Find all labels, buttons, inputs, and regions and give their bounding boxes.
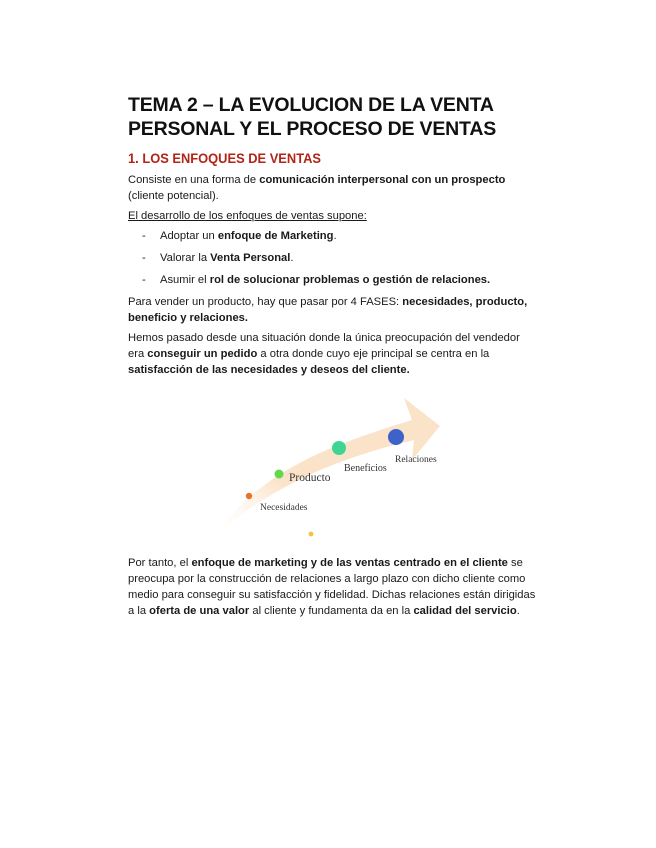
label-relaciones: Relaciones: [395, 455, 437, 465]
dot-producto: [275, 470, 284, 479]
dot-extra: [309, 532, 314, 537]
list-item: - Asumir el rol de solucionar problemas o gestión de relaciones.: [128, 272, 538, 288]
main-content: [128, 93, 538, 378]
section-heading: 1. LOS ENFOQUES DE VENTAS: [128, 150, 321, 166]
page-title: TEMA 2 – LA EVOLUCION DE LA VENTA PERSONAL Y EL PROCESO DE VENTAS: [128, 94, 497, 140]
sales-phases-diagram: [200, 388, 480, 548]
label-necesidades: Necesidades: [260, 503, 308, 513]
closing-paragraph-block: [128, 555, 538, 619]
dot-beneficios: [332, 441, 346, 455]
label-producto: Producto: [289, 472, 331, 484]
paragraph-5: Por tanto, el enfoque de marketing y de las ventas centrado en el cliente se preocupa por la construcción de relaciones a largo plazo con dicho cliente como medio para conseguir su satisfacción y fidelidad. Dichas relaciones están dirigidas a la oferta de una valor al cliente y fundamenta da en la calidad del servicio.: [128, 557, 536, 617]
list-item: - Adoptar un enfoque de Marketing.: [128, 228, 538, 244]
dot-necesidades: [246, 493, 252, 499]
paragraph-2: El desarrollo de los enfoques de ventas supone:: [128, 210, 367, 222]
arrow-shape: [212, 398, 440, 538]
sales-phases-arrow-graphic: [200, 388, 480, 548]
paragraph-3: Para vender un producto, hay que pasar por 4 FASES: necesidades, producto, beneficio y relaciones.: [128, 296, 528, 324]
paragraph-1: Consiste en una forma de comunicación interpersonal con un prospecto (cliente potencial).: [128, 174, 506, 202]
list-item: - Valorar la Venta Personal.: [128, 250, 538, 266]
paragraph-4: Hemos pasado desde una situación donde la única preocupación del vendedor era conseguir un pedido a otra donde cuyo eje principal se centra en la satisfacción de las necesidades y deseos del cliente.: [128, 332, 520, 376]
label-beneficios: Beneficios: [344, 463, 387, 474]
bullet-list: [128, 228, 538, 288]
dot-relaciones: [388, 429, 404, 445]
